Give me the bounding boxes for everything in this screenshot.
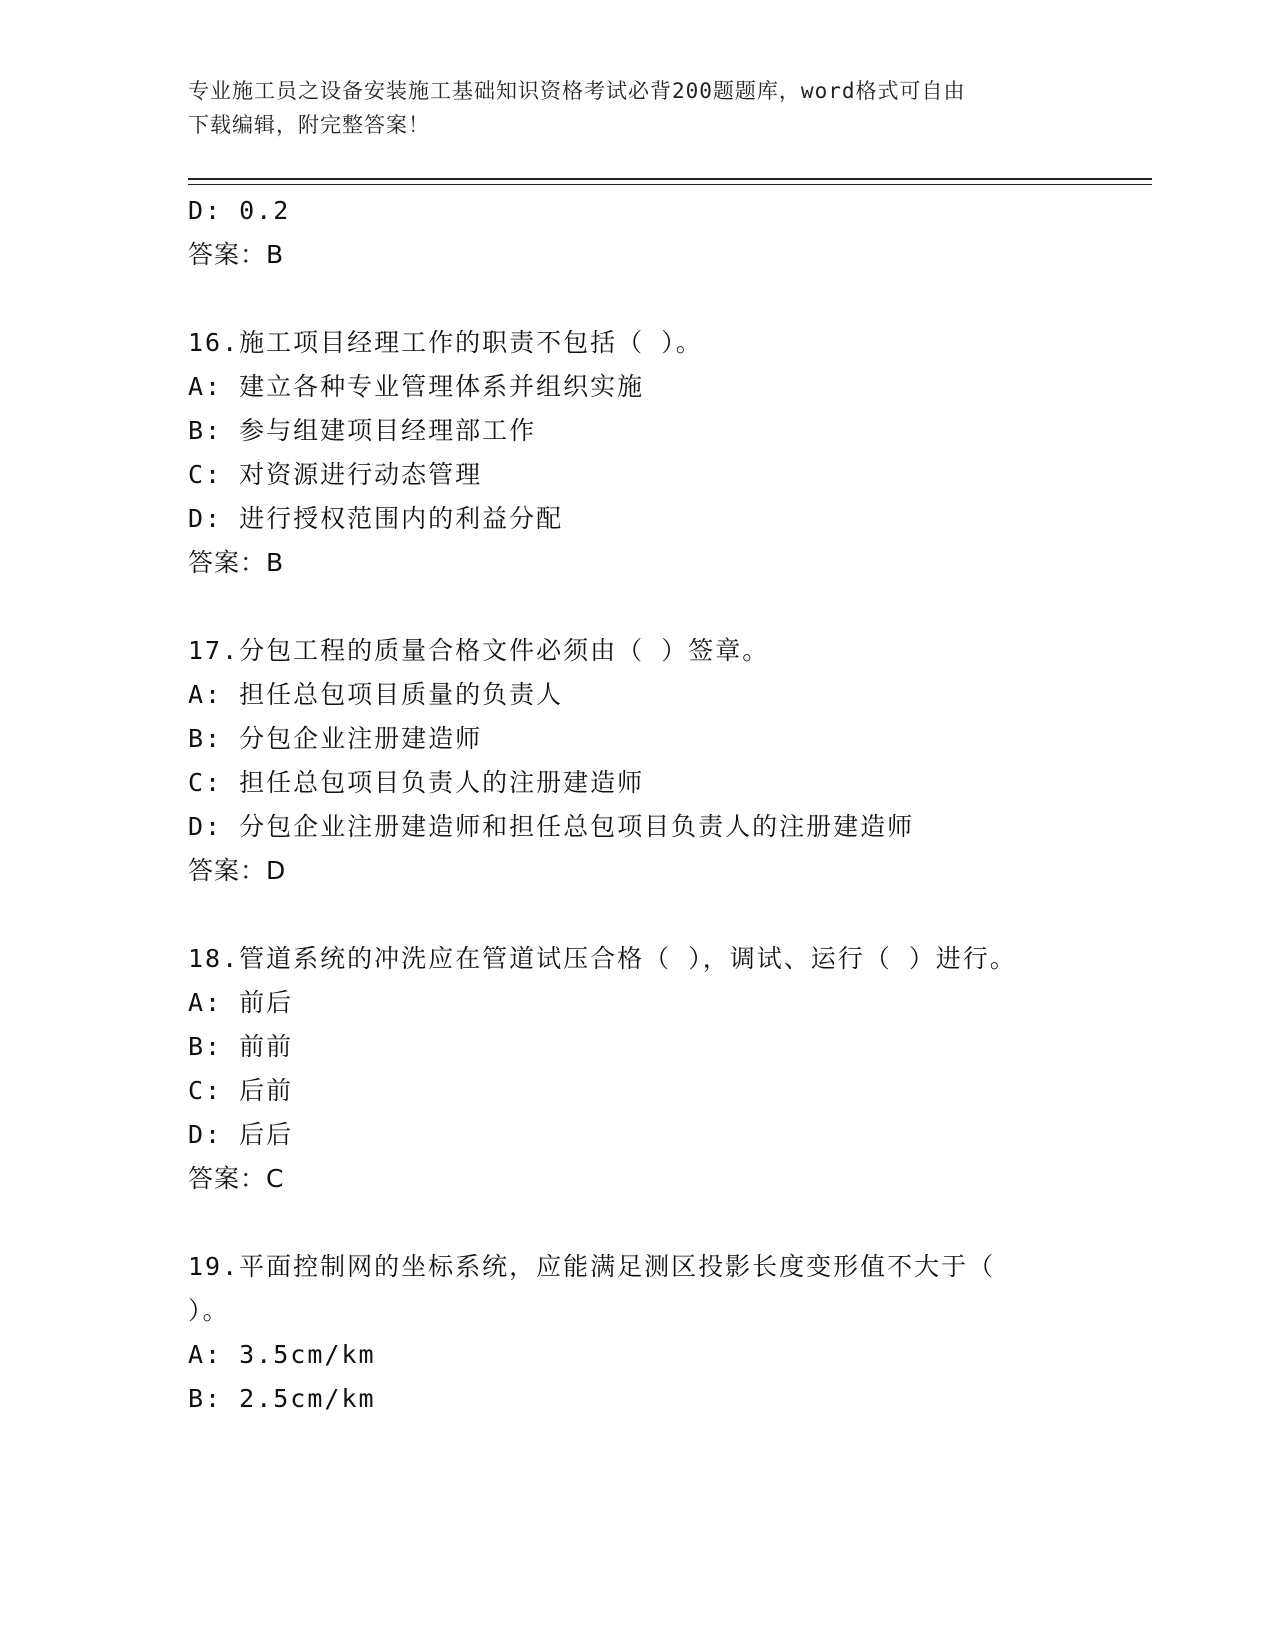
- answer-18: 答案：C: [188, 1164, 285, 1193]
- answer-17: 答案：D: [188, 856, 287, 885]
- question-17-option-d: D: 分包企业注册建造师和担任总包项目负责人的注册建造师: [188, 812, 915, 841]
- header-line-1: 专业施工员之设备安装施工基础知识资格考试必背200题题库，word格式可自由: [188, 79, 966, 103]
- question-16-option-c: C: 对资源进行动态管理: [188, 460, 483, 489]
- question-16-option-b: B: 参与组建项目经理部工作: [188, 416, 537, 445]
- question-19-continued: ）。: [188, 1296, 230, 1325]
- question-18-option-c: C: 后前: [188, 1076, 294, 1105]
- header-line-2: 下载编辑，附完整答案！: [188, 113, 430, 137]
- answer-15: 答案：B: [188, 240, 285, 269]
- question-17-option-a: A: 担任总包项目质量的负责人: [188, 680, 564, 709]
- option-d-prev: D: 0.2: [188, 196, 291, 225]
- question-18-option-d: D: 后后: [188, 1120, 294, 1149]
- answer-16: 答案：B: [188, 548, 285, 577]
- question-18-option-a: A: 前后: [188, 988, 294, 1017]
- question-19-option-a: A: 3.5cm/km: [188, 1340, 376, 1369]
- question-17: 17.分包工程的质量合格文件必须由（ ）签章。: [188, 636, 770, 665]
- question-17-option-c: C: 担任总包项目负责人的注册建造师: [188, 768, 645, 797]
- question-16: 16.施工项目经理工作的职责不包括（ ）。: [188, 328, 703, 357]
- header-divider-thin: [188, 184, 1152, 185]
- document-header: [188, 74, 1068, 142]
- question-16-option-d: D: 进行授权范围内的利益分配: [188, 504, 564, 533]
- header-divider-thick: [188, 178, 1152, 180]
- question-16-option-a: A: 建立各种专业管理体系并组织实施: [188, 372, 645, 401]
- question-19: 19.平面控制网的坐标系统，应能满足测区投影长度变形值不大于（: [188, 1252, 996, 1281]
- question-17-option-b: B: 分包企业注册建造师: [188, 724, 483, 753]
- question-19-option-b: B: 2.5cm/km: [188, 1384, 376, 1413]
- question-18: 18.管道系统的冲洗应在管道试压合格（ ），调试、运行（ ）进行。: [188, 944, 1017, 973]
- question-18-option-b: B: 前前: [188, 1032, 294, 1061]
